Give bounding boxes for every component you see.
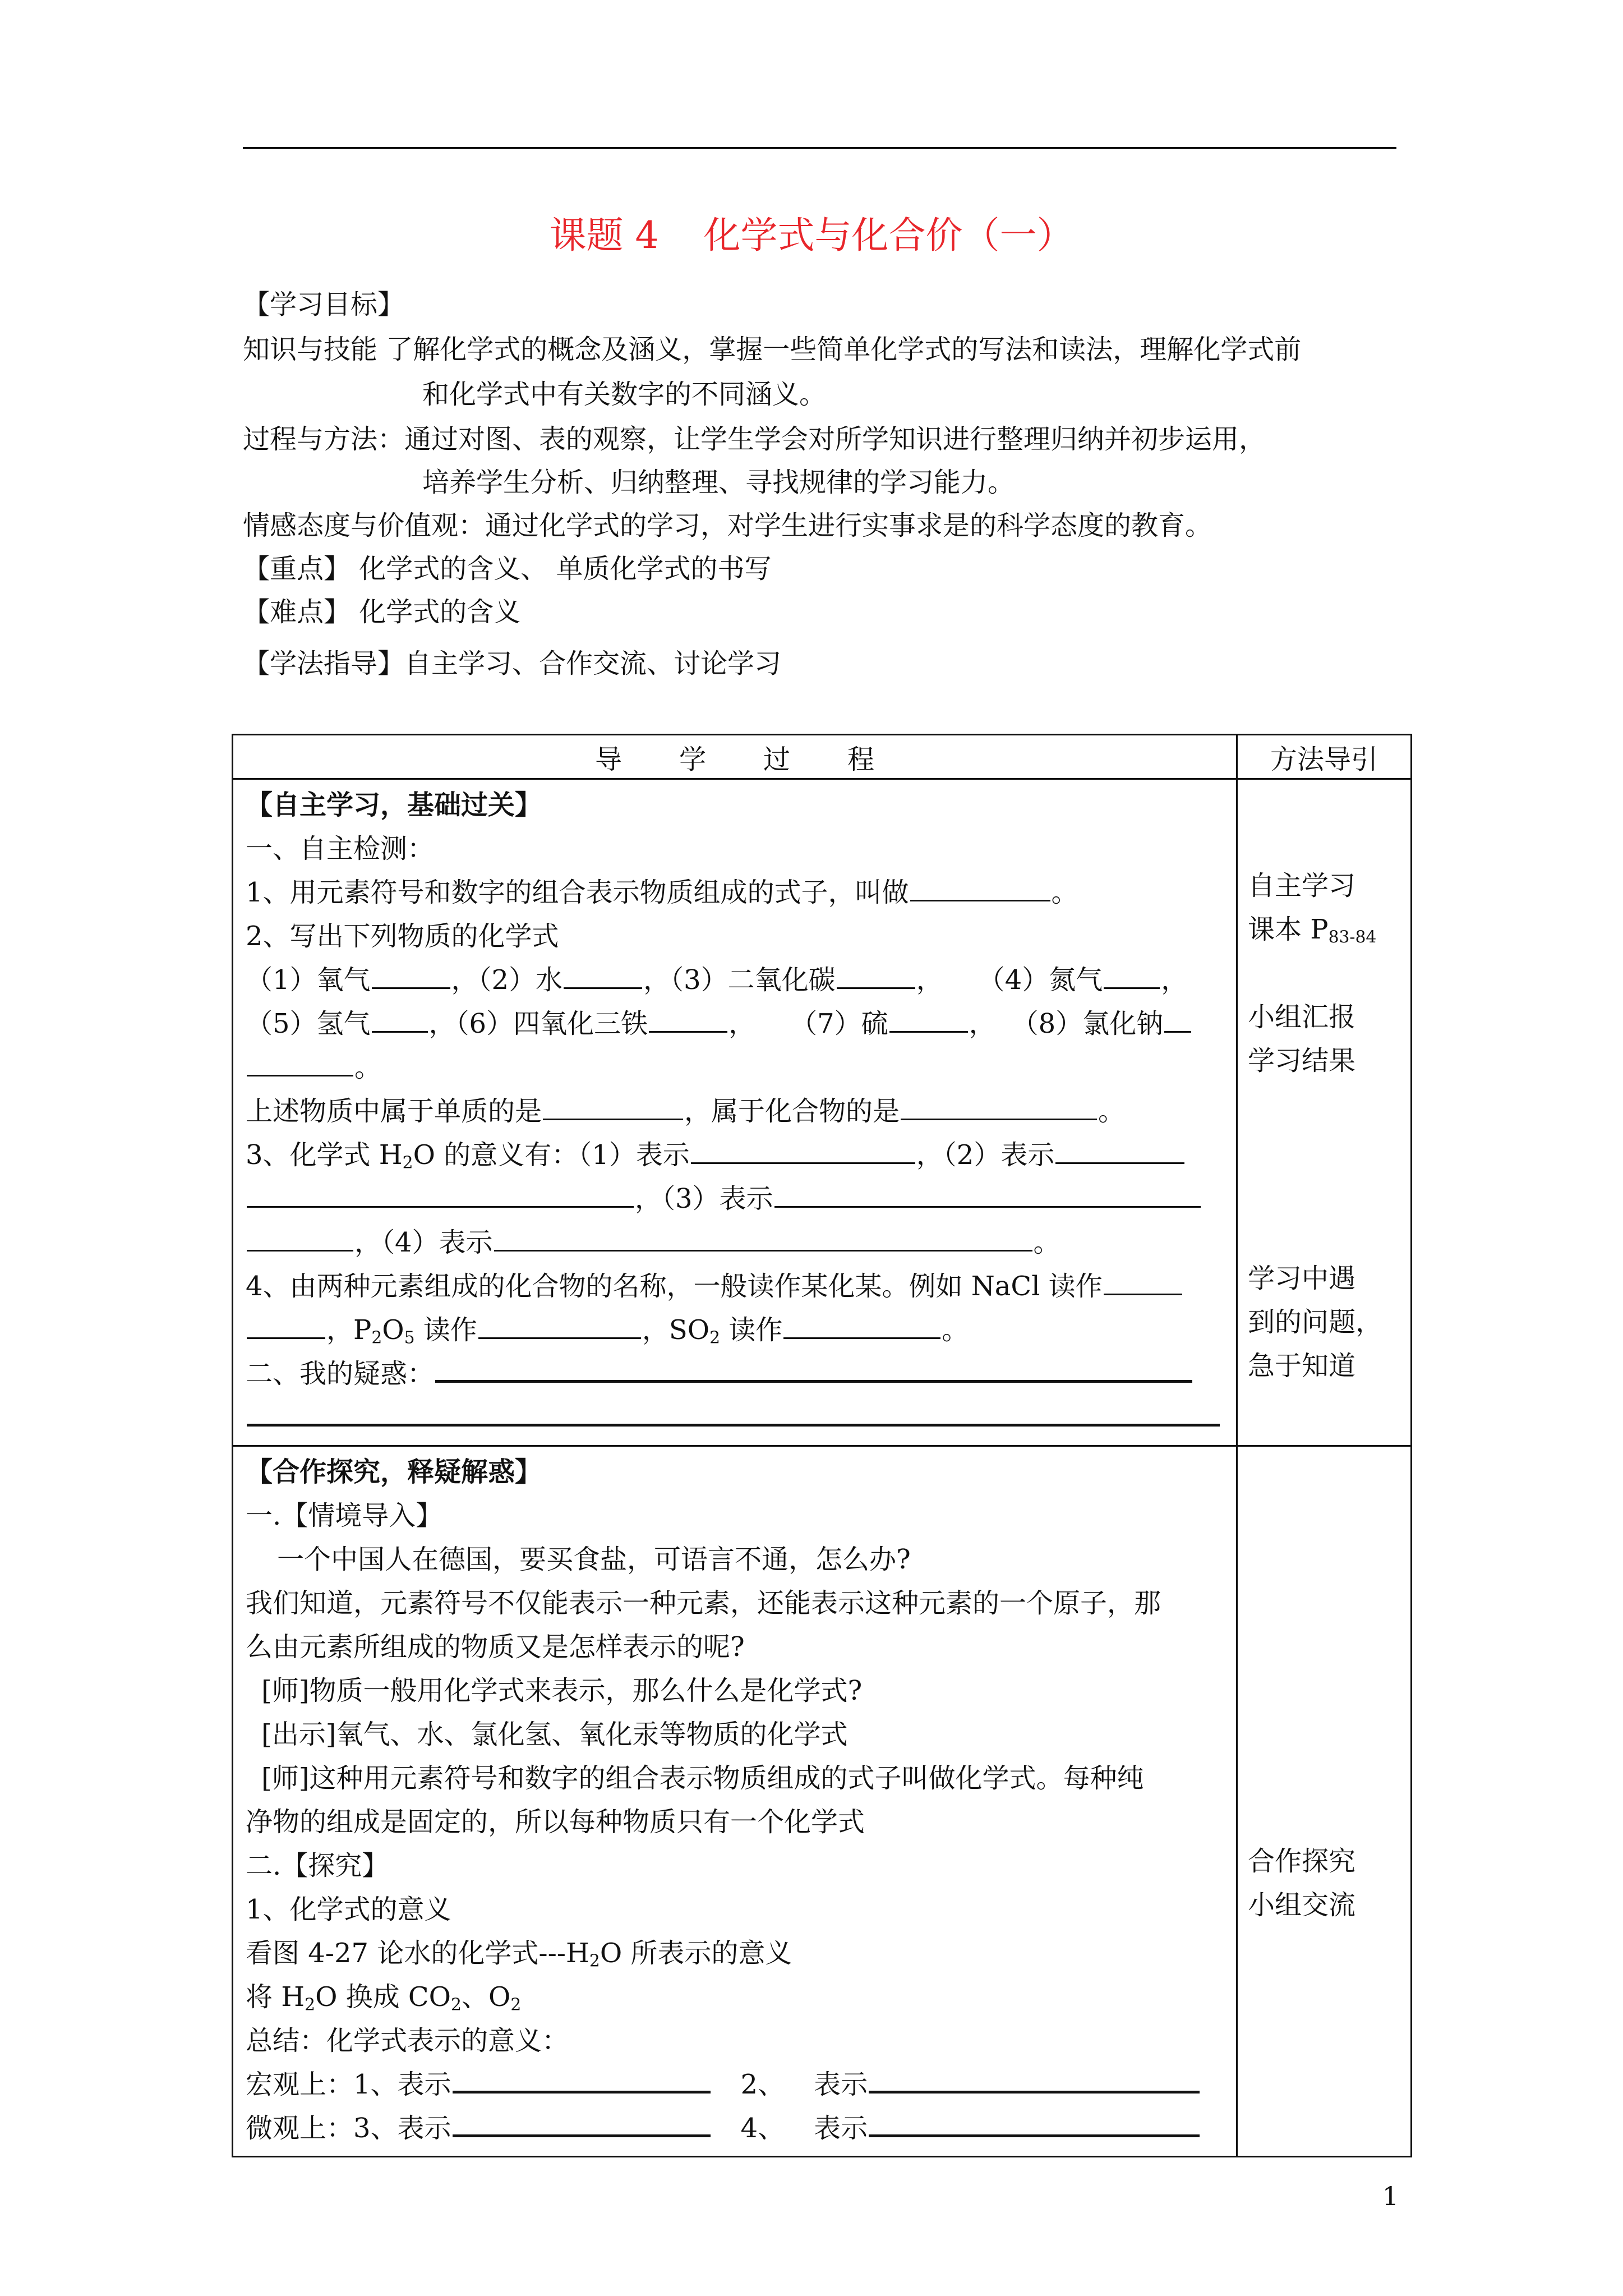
q3-line3: ，（4）表示 。 xyxy=(246,1221,1223,1264)
side-problem-2: 到的问题， xyxy=(1248,1306,1383,1338)
teacher-definition-1: [师]这种用元素符号和数字的组合表示物质组成的式子叫做化学式。每种纯 xyxy=(261,1763,1144,1794)
page-title xyxy=(0,210,1623,261)
q2-line2: （5）氢气 ，（6）四氧化三铁 ， （7）硫 ， （8）氯化钠 xyxy=(246,1002,1223,1046)
micro-line: 微观上：3、表示 4、 表示 xyxy=(246,2106,1223,2150)
q3-line1: 3、化学式 $H_2O$ 的意义有：（1）表示 ，（2）表示 xyxy=(246,1133,1223,1177)
difficult-point: 【难点】 化学式的含义 xyxy=(243,596,521,628)
q2: 2、写出下列物质的化学式 xyxy=(246,921,559,952)
q4-line1: 4、由两种元素组成的化合物的名称，一般读作某化某。例如 NaCl 读作 xyxy=(246,1264,1223,1308)
explore-3: 将 $H_2O$ 换成 $CO_2$、$O_2$ xyxy=(246,1981,522,2015)
blank-p2o5-read[interactable] xyxy=(478,1312,641,1339)
table-header-row xyxy=(233,735,1412,779)
blank-so2-read[interactable] xyxy=(783,1312,940,1339)
q1: 1、用元素符号和数字的组合表示物质组成的式子，叫做 。 xyxy=(246,871,1223,914)
blank-hydrogen[interactable] xyxy=(372,1005,428,1033)
side-group-exchange: 小组交流 xyxy=(1248,1889,1356,1921)
blank-nacl-b[interactable] xyxy=(247,1049,353,1076)
macro-blank-2[interactable] xyxy=(869,2065,1200,2093)
blank-co2[interactable] xyxy=(837,961,915,989)
blank-compounds[interactable] xyxy=(901,1093,1097,1120)
side-self-study: 自主学习 xyxy=(1248,870,1356,901)
section-cooperation xyxy=(233,1446,1412,2157)
blank-water[interactable] xyxy=(564,961,642,989)
doubt-blank-2[interactable] xyxy=(247,1398,1220,1427)
section1-side xyxy=(1237,779,1412,1446)
q3-line2: ，（3）表示 xyxy=(246,1177,1223,1221)
q2-line1: （1）氧气 ，（2）水 ，（3）二氧化碳 ， （4）氮气 ， xyxy=(246,958,1223,1002)
page-number: 1 xyxy=(1382,2181,1399,2211)
macro-blank-1[interactable] xyxy=(453,2065,711,2093)
blank-fe3o4[interactable] xyxy=(649,1005,727,1033)
teacher-question: [师]物质一般用化学式来表示，那么什么是化学式? xyxy=(261,1675,863,1706)
side-group-report: 小组汇报 xyxy=(1248,1001,1356,1033)
section-self-study xyxy=(233,779,1412,1446)
q1-blank[interactable] xyxy=(910,874,1050,901)
knowledge-line-2: 和化学式中有关数字的不同涵义。 xyxy=(422,379,827,410)
q2-line3: 。 xyxy=(246,1046,1223,1089)
teacher-definition-2: 净物的组成是固定的，所以每种物质只有一个化学式 xyxy=(246,1806,865,1838)
macro-line: 宏观上：1、表示 2、 表示 xyxy=(246,2063,1223,2106)
side-study-result: 学习结果 xyxy=(1248,1045,1356,1076)
blank-nacl-read-b[interactable] xyxy=(247,1312,325,1339)
section2-sub2: 二.【探究】 xyxy=(246,1850,389,1881)
scenario-p1: 一个中国人在德国，要买食盐，可语言不通，怎么办? xyxy=(277,1544,911,1575)
key-point: 【重点】 化学式的含义、 单质化学式的书写 xyxy=(243,553,772,585)
scenario-p2-2: 么由元素所组成的物质又是怎样表示的呢? xyxy=(246,1631,745,1663)
doubt-line-2 xyxy=(246,1396,1223,1439)
section2-heading: 【合作探究，释疑解惑】 xyxy=(246,1456,542,1488)
side-textbook: 课本 $P_{83-84}$ xyxy=(1248,914,1377,947)
blank-elements[interactable] xyxy=(543,1093,683,1120)
knowledge-line-1: 知识与技能 了解化学式的概念及涵义，掌握一些简单化学式的写法和读法，理解化学式前 xyxy=(243,334,1302,365)
micro-blank-2[interactable] xyxy=(869,2109,1200,2137)
blank-meaning-3a[interactable] xyxy=(774,1180,1201,1208)
blank-meaning-3b[interactable] xyxy=(247,1224,353,1251)
title-number: 课题 4 xyxy=(549,214,659,257)
explore-summary: 总结：化学式表示的意义： xyxy=(246,2025,569,2056)
blank-meaning-2a[interactable] xyxy=(1055,1137,1184,1164)
section1-heading: 【自主学习，基础过关】 xyxy=(246,789,542,821)
section1-sub1: 一、自主检测： xyxy=(246,833,435,864)
show-formulas: [出示]氧气、水、氯化氢、氧化汞等物质的化学式 xyxy=(261,1719,848,1750)
title-text: 化学式与化合价（一） xyxy=(703,214,1074,257)
method-guide: 【学法指导】自主学习、合作交流、讨论学习 xyxy=(243,648,782,679)
side-problem-1: 学习中遇 xyxy=(1248,1263,1356,1294)
doubt-line: 二、我的疑惑： xyxy=(246,1352,1223,1396)
blank-meaning-1[interactable] xyxy=(691,1137,915,1164)
emotion-line: 情感态度与价值观：通过化学式的学习，对学生进行实事求是的科学态度的教育。 xyxy=(243,510,1212,541)
blank-meaning-2b[interactable] xyxy=(247,1180,634,1208)
section2-sub1: 一.【情境导入】 xyxy=(246,1500,443,1531)
guide-table xyxy=(232,734,1412,2157)
blank-sulfur[interactable] xyxy=(889,1005,968,1033)
header-rule xyxy=(243,147,1396,149)
objectives-heading: 【学习目标】 xyxy=(243,289,405,320)
blank-nacl-read-a[interactable] xyxy=(1104,1268,1182,1295)
blank-nitrogen[interactable] xyxy=(1104,961,1160,989)
side-cooperate: 合作探究 xyxy=(1248,1846,1356,1877)
process-line-2: 培养学生分析、归纳整理、寻找规律的学习能力。 xyxy=(422,467,1015,498)
doubt-blank-1[interactable] xyxy=(435,1354,1192,1383)
explore-1: 1、化学式的意义 xyxy=(246,1894,451,1925)
header-process: 导 学 过 程 xyxy=(233,735,1237,779)
q4-line2: ，$P_2O_5$ 读作 ，$SO_2$ 读作 。 xyxy=(246,1308,1223,1352)
scenario-p2-1: 我们知道，元素符号不仅能表示一种元素，还能表示这种元素的一个原子，那 xyxy=(246,1588,1161,1619)
blank-meaning-4[interactable] xyxy=(494,1224,1032,1251)
explore-2: 看图 4-27 论水的化学式$---H_2O$ 所表示的意义 xyxy=(246,1938,792,1971)
header-method: 方法导引 xyxy=(1237,735,1412,779)
blank-oxygen[interactable] xyxy=(372,961,450,989)
q2-line4: 上述物质中属于单质的是 ，属于化合物的是 。 xyxy=(246,1089,1223,1133)
side-problem-3: 急于知道 xyxy=(1248,1350,1356,1382)
section2-side xyxy=(1237,1446,1412,2157)
blank-nacl-a[interactable] xyxy=(1164,1005,1191,1033)
process-line-1: 过程与方法：通过对图、表的观察，让学生学会对所学知识进行整理归纳并初步运用， xyxy=(243,424,1266,455)
micro-blank-1[interactable] xyxy=(453,2109,711,2137)
